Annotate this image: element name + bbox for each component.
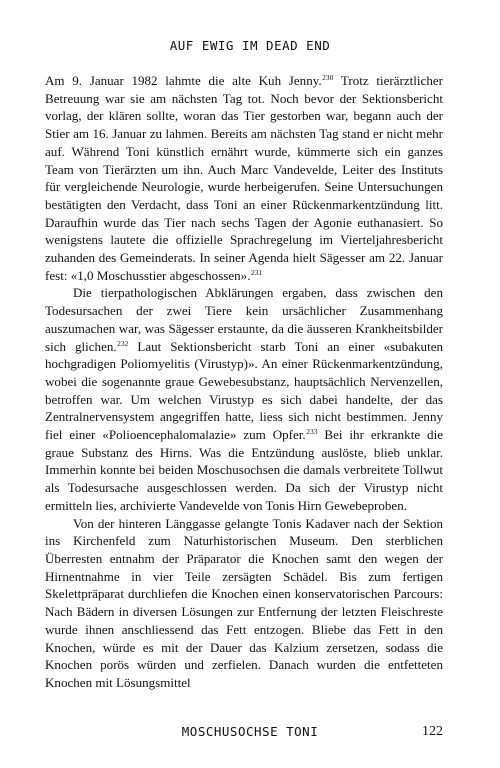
footnote-ref[interactable]: 230 [322,73,334,82]
text-run: Die tierpathologischen Abklärungen ergaben, dass zwischen den Todesursachen der zwei Tiere kein ursächlicher Zusammenhang auszumachen war, was Sägesser erstaunte, da die äusseren Krankheitsbilder sich glichen. [45,285,443,354]
paragraph [45,515,443,692]
text-run: Bei ihr erkrankte die graue Substanz des Hirns. Was die Entzündung auslöste, blieb unklar. Immerhin konnte bei beiden Moschusochsen die damals verbreitete Tollwut als Todesursache ausgeschlossen werden. Da sich der Virustyp nicht ermitteln lies, archivierte Vandevelde von Tonis Hirn Gewebeproben. [45,427,443,513]
footnote-ref[interactable]: 233 [306,427,318,437]
text-run: Laut Sektionsbericht starb Toni an einer «subakuten hochgradigen Poliomyelitis (Virustyp)». An einer Rückenmarkentzündung, wobei die sogenannte graue Gewebesubstanz, hauptsächlich Nervenzellen, betroffen war. Um welchen Virustyp es sich dabei handelte, der das Zentralnervensystem angegriffen hatte, liess sich nicht bestimmen. Jenny fiel einer «Polioencephalomalazie» zum Opfer. [45,338,444,443]
running-head: AUF EWIG IM DEAD END [169,38,331,53]
text-run: Am 9. Januar 1982 lahmte die alte Kuh Jenny. [45,73,322,88]
paragraph [45,72,443,284]
page-number: 122 [422,724,443,739]
footnote-ref[interactable]: 231 [250,267,263,277]
body-text [45,72,443,692]
paragraph [45,284,443,514]
page-footer [0,724,500,742]
footer-chapter-title: MOSCHUSOCHSE TONI [181,724,319,739]
text-run: Trotz tierärztlicher Betreuung war sie am nächsten Tag tot. Noch bevor der Sektionsbericht vorlag, der klären sollte, woran das Tier gestorben war, begann auch der Stier am 16. Januar zu lahmen. Bereits am nächsten Tag stand er nicht mehr auf. Während Toni künstlich ernährt wurde, kümmerte sich ein ganzes Team von Tierärzten um ihn. Auch Marc Vandevelde, Leiter des Instituts für vergleichende Neurologie, wurde herbeigerufen. Seine Untersuchungen bestätigten den Verdacht, dass Toni an einer Rückenmarkentzündung litt. Daraufhin wurde das Tier nach sechs Tagen der Agonie euthanasiert. So wenigstens lautete die offizielle Sprachregelung im Vierteljahresbericht zuhanden des Gemeinderats. In seiner Agenda hielt Sägesser am 22. Januar fest: «1,0 Moschusstier abgeschossen». [45,73,443,283]
text-run: Von der hinteren Länggasse gelangte Tonis Kadaver nach der Sektion ins Kirchenfeld zum Naturhistorischen Museum. Den sterblichen Überresten entnahm der Präparator die Knochen samt den wegen der Hirnentnahme in vier Teile zersägten Schädel. Bis zum fertigen Skelettpräparat durchliefen die Knochen einen konservatorischen Parcours: Nach Bädern in diversen Lösungen zur Entfernung der letzten Fleischreste wurde ihnen anschliessend das Fett entzogen. Bliebe das Fett in den Knochen, würde es mit der Dauer das Kalzium zersetzen, sodass die Knochen porös würden und zerfielen. Danach wurden die entfetteten Knochen mit Lösungsmittel [45,515,443,690]
footnote-ref[interactable]: 232 [117,338,129,348]
